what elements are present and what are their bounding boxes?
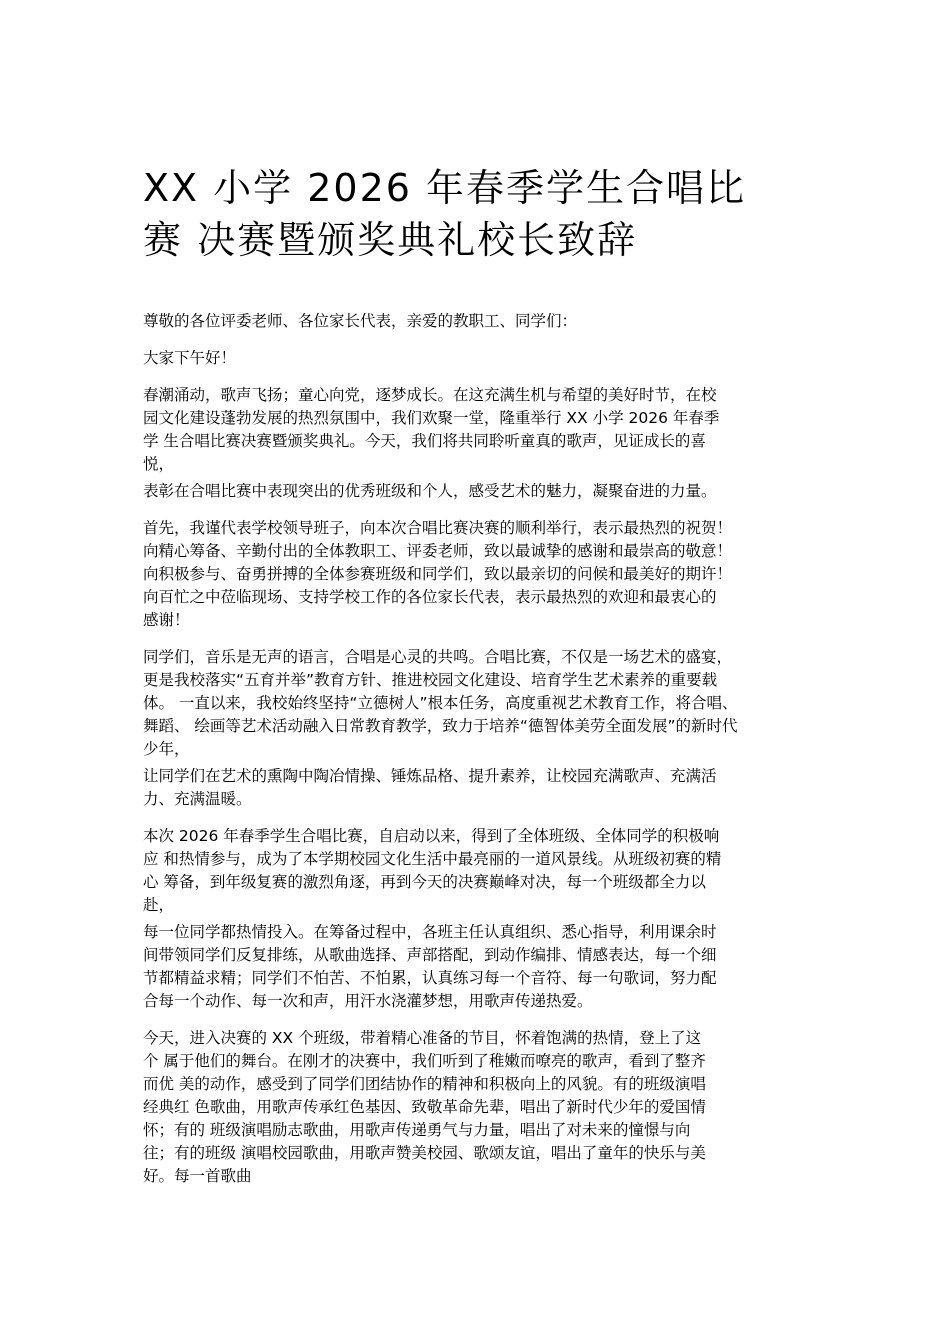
text-line: 往；有的班级 演唱校园歌曲，用歌声赞美校园、歌颂友谊，唱出了童年的快乐与美 bbox=[143, 1144, 706, 1162]
text-line: 节都精益求精；同学们不怕苦、不怕累，认真练习每一个音符、每一句歌词，努力配 bbox=[143, 969, 717, 987]
document-title bbox=[143, 162, 823, 266]
title-line: 赛 决赛暨颁奖典礼校长致辞 bbox=[143, 218, 638, 262]
text-line: 表彰在合唱比赛中表现突出的优秀班级和个人，感受艺术的魅力，凝聚奋进的力量。 bbox=[143, 482, 717, 500]
text-line: 今天，进入决赛的 XX 个班级，带着精心准备的节目，怀着饱满的热情，登上了这 bbox=[143, 1029, 702, 1047]
text-line: 好。每一首歌曲 bbox=[143, 1167, 252, 1185]
text-line: 体。 一直以来，我校始终坚持“立德树人”根本任务，高度重视艺术教育工作，将合唱、 bbox=[143, 694, 738, 712]
text-line: 经典红 色歌曲，用歌声传承红色基因、致敬革命先辈，唱出了新时代少年的爱国情 bbox=[143, 1098, 706, 1116]
text-line: 学 生合唱比赛决赛暨颁奖典礼。今天，我们将共同聆听童真的歌声，见证成长的喜 bbox=[143, 432, 706, 450]
text-line: 舞蹈、 绘画等艺术活动融入日常教育教学，致力于培养“德智体美劳全面发展”的新时代 bbox=[143, 717, 738, 735]
text-line: 更是我校落实“五育并举”教育方针、推进校园文化建设、培育学生艺术素养的重要载 bbox=[143, 671, 718, 689]
text-line: 心 筹备，到年级复赛的激烈角逐，再到今天的决赛巅峰对决，每一个班级都全力以 bbox=[143, 873, 706, 891]
paragraph bbox=[143, 825, 823, 917]
greeting bbox=[143, 347, 823, 370]
text-line: 力、充满温暖。 bbox=[143, 790, 252, 808]
text-line: 悦， bbox=[143, 455, 175, 473]
text-line: 首先，我谨代表学校领导班子，向本次合唱比赛决赛的顺利举行，表示最热烈的祝贺！ bbox=[143, 519, 733, 537]
text-line: 个 属于他们的舞台。在刚才的决赛中，我们听到了稚嫩而嘹亮的歌声，看到了整齐 bbox=[143, 1052, 706, 1070]
document-body bbox=[143, 310, 823, 1202]
text-line: 合每一个动作、每一次和声，用汗水浇灌梦想，用歌声传递热爱。 bbox=[143, 992, 593, 1010]
text-line: 少年， bbox=[143, 740, 190, 758]
salutation bbox=[143, 310, 823, 333]
text-line: 让同学们在艺术的熏陶中陶冶情操、锤炼品格、提升素养，让校园充满歌声、充满活 bbox=[143, 767, 717, 785]
text-line: 应 和热情参与，成为了本学期校园文化生活中最亮丽的一道风景线。从班级初赛的精 bbox=[143, 850, 722, 868]
paragraph bbox=[143, 480, 823, 503]
text-line: 尊敬的各位评委老师、各位家长代表，亲爱的教职工、同学们： bbox=[143, 312, 578, 330]
text-line: 向精心筹备、辛勤付出的全体教职工、评委老师，致以最诚挚的感谢和最崇高的敬意！ bbox=[143, 542, 733, 560]
paragraph bbox=[143, 921, 823, 1013]
text-line: 同学们，音乐是无声的语言，合唱是心灵的共鸣。合唱比赛，不仅是一场艺术的盛宴， bbox=[143, 648, 733, 666]
text-line: 每一位同学都热情投入。在筹备过程中，各班主任认真组织、悉心指导，利用课余时 bbox=[143, 923, 717, 941]
text-line: 而优 美的动作，感受到了同学们团结协作的精神和积极向上的风貌。有的班级演唱 bbox=[143, 1075, 706, 1093]
paragraph bbox=[143, 517, 823, 632]
paragraph bbox=[143, 1027, 823, 1188]
text-line: 园文化建设蓬勃发展的热烈氛围中，我们欢聚一堂，隆重举行 XX 小学 2026 年春季 bbox=[143, 409, 720, 427]
text-line: 春潮涌动，歌声飞扬；童心向党，逐梦成长。在这充满生机与希望的美好时节，在校 bbox=[143, 386, 717, 404]
text-line: 感谢！ bbox=[143, 611, 190, 629]
text-line: 间带领同学们反复排练，从歌曲选择、声部搭配，到动作编排、情感表达，每一个细 bbox=[143, 946, 717, 964]
text-line: 怀；有的 班级演唱励志歌曲，用歌声传递勇气与力量，唱出了对未来的憧憬与向 bbox=[143, 1121, 691, 1139]
text-line: 大家下午好！ bbox=[143, 349, 237, 367]
text-line: 向积极参与、奋勇拼搏的全体参赛班级和同学们，致以最亲切的问候和最美好的期许！ bbox=[143, 565, 733, 583]
text-line: 向百忙之中莅临现场、支持学校工作的各位家长代表，表示最热烈的欢迎和最衷心的 bbox=[143, 588, 717, 606]
paragraph bbox=[143, 646, 823, 761]
text-line: 本次 2026 年春季学生合唱比赛，自启动以来，得到了全体班级、全体同学的积极响 bbox=[143, 827, 720, 845]
text-line: 赴， bbox=[143, 896, 175, 914]
title-line: XX 小学 2026 年春季学生合唱比 bbox=[143, 166, 747, 210]
paragraph bbox=[143, 765, 823, 811]
paragraph bbox=[143, 384, 823, 476]
